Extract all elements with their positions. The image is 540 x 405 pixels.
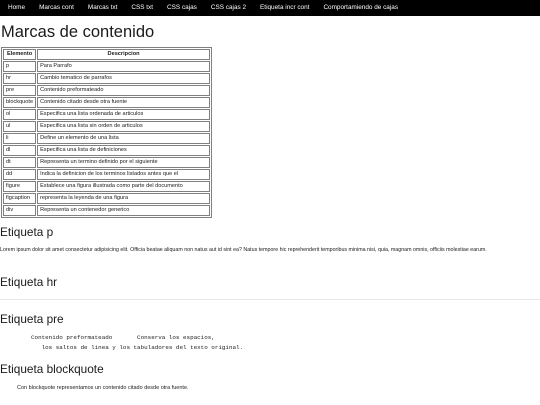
table-row [3, 169, 210, 180]
nav-link-css-cajas[interactable]: CSS cajas [167, 4, 197, 11]
table-row [3, 205, 210, 216]
table-row [3, 109, 210, 120]
section-heading-blockquote: Etiqueta blockquote [0, 362, 104, 376]
section-p-paragraph: Lorem ipsum dolor sit amet consectetur adipisicing elit. Officia beatae aliquam non natus aut id sint ea? Natus tempore hic reprehenderit temporibus minima nisi, quia, magnam omnis, officiis molestiae earum. [0, 247, 487, 253]
column-header-descripcion: Descripcion [37, 49, 210, 60]
table-cell-description: representa la leyenda de una figura [37, 193, 210, 204]
table-cell-description: Define un elemento de una lista [37, 133, 210, 144]
tags-table [1, 47, 212, 218]
table-cell-description: Establece una figura illustrada como parte del documento [37, 181, 210, 192]
table-row [3, 121, 210, 132]
section-heading-pre: Etiqueta pre [0, 312, 64, 326]
table-cell-description: Indica la definicion de los terminos listados antes que el [37, 169, 210, 180]
table-row [3, 145, 210, 156]
section-heading-p: Etiqueta p [0, 225, 54, 239]
table-cell-element: pre [3, 85, 36, 96]
table-header-row [3, 49, 210, 60]
table-cell-description: Para Parrafo [37, 61, 210, 72]
nav-link-marcas-txt[interactable]: Marcas txt [87, 4, 118, 11]
blockquote-text: Con blockquote representamos un contenido citado desde otra fuente. [17, 385, 189, 391]
table-cell-element: dt [3, 157, 36, 168]
table-cell-element: div [3, 205, 36, 216]
table-row [3, 181, 210, 192]
table-row [3, 85, 210, 96]
table-cell-element: blockquote [3, 97, 36, 108]
table-row [3, 61, 210, 72]
table-cell-element: p [3, 61, 36, 72]
table-cell-description: Contenido citado desde otra fuente [37, 97, 210, 108]
table-cell-description: Cambio tematico de parrafos [37, 73, 210, 84]
table-cell-description: Contenido preformateado [37, 85, 210, 96]
section-heading-hr: Etiqueta hr [0, 275, 58, 289]
table-cell-description: Especifica una lista de definiciones [37, 145, 210, 156]
horizontal-rule [0, 299, 540, 300]
table-cell-element: li [3, 133, 36, 144]
table-cell-element: figcaption [3, 193, 36, 204]
top-navigation-bar [0, 0, 540, 16]
table-cell-element: hr [3, 73, 36, 84]
nav-link-css-cajas-2[interactable]: CSS cajas 2 [210, 4, 247, 11]
nav-link-etiqueta-incr-cont[interactable]: Etiqueta incr cont [260, 4, 310, 11]
nav-link-comportamiento-cajas[interactable]: Comportamiendo de cajas [323, 4, 399, 11]
column-header-elemento: Elemento [3, 49, 36, 60]
table-cell-description: Especifica una lista ordenada de articulos [37, 109, 210, 120]
table-cell-element: ul [3, 121, 36, 132]
table-row [3, 157, 210, 168]
table-cell-description: Representa un termino definido por el siguiente [37, 157, 210, 168]
nav-link-css-txt[interactable]: CSS txt [131, 4, 154, 11]
nav-link-home[interactable]: Home [8, 4, 26, 11]
nav-link-marcas-cont[interactable]: Marcas cont [39, 4, 74, 11]
page-title: Marcas de contenido [1, 23, 155, 41]
table-cell-element: ol [3, 109, 36, 120]
table-cell-element: dd [3, 169, 36, 180]
table-row [3, 73, 210, 84]
table-cell-element: dl [3, 145, 36, 156]
table-row [3, 97, 210, 108]
table-cell-description: Especifica una lista sin orden de articulos [37, 121, 210, 132]
table-cell-element: figure [3, 181, 36, 192]
table-row [3, 133, 210, 144]
preformatted-text-block: Contenido preformateado Conserva los espacios, los saltos de linea y los tabuladores del texto original. [31, 334, 244, 351]
table-row [3, 193, 210, 204]
table-cell-description: Representa un contenedor generico [37, 205, 210, 216]
